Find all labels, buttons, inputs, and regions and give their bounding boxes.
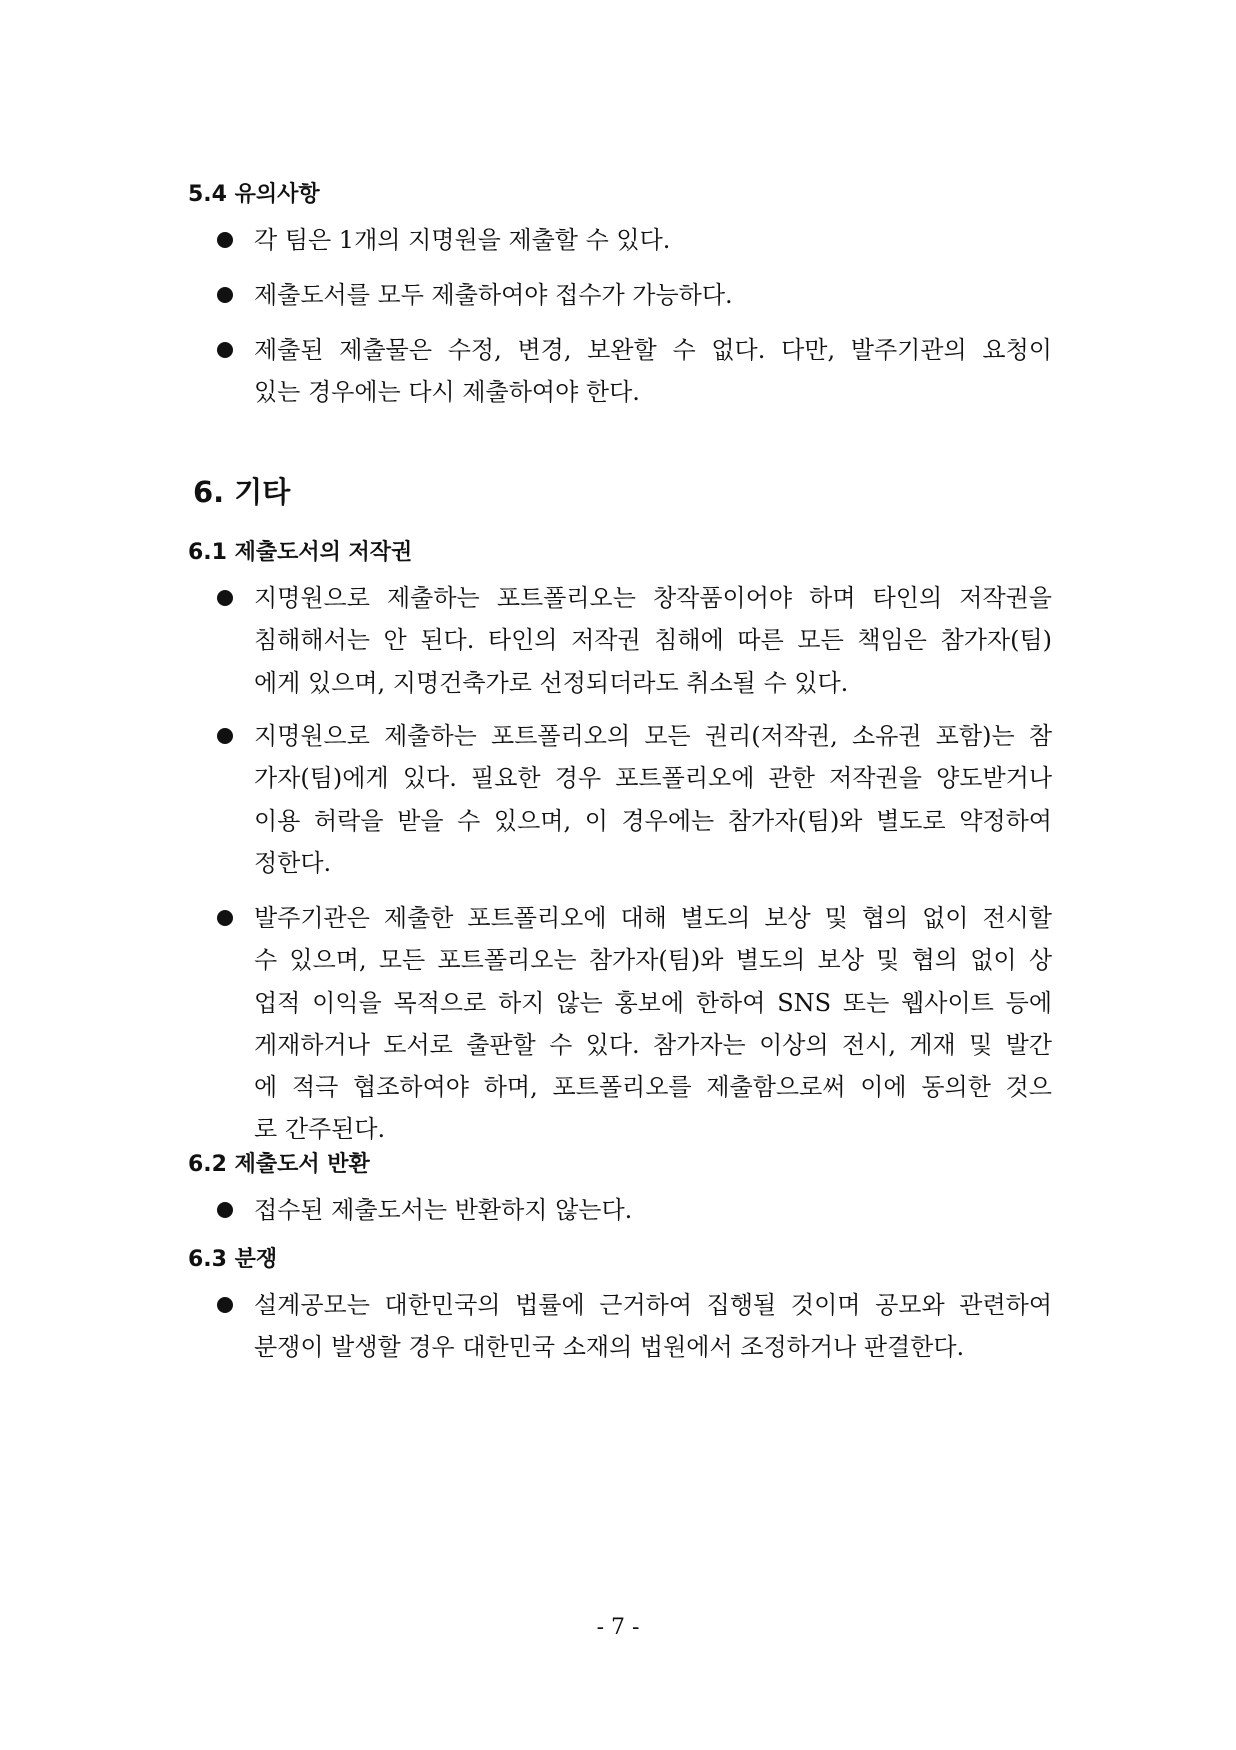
list-item-text [254,1192,1052,1234]
section-6-3-heading: 6.3 분쟁 [188,1247,278,1272]
text-line: 지명원으로 제출하는 포트폴리오의 모든 권리(저작권, 소유권 포함)는 참 [254,722,1052,750]
text-line: 에 적극 협조하여야 하며, 포트폴리오를 제출함으로써 이에 동의한 것으 [254,1073,1052,1102]
section-5-4-heading: 5.4 유의사항 [188,182,320,207]
text-line: 가자(팀)에게 있다. 필요한 경우 포트폴리오에 관한 저작권을 양도받거나 [254,764,1052,793]
text-line: 로 간주된다. [254,1115,386,1144]
text-line: 에게 있으며, 지명건축가로 선정되더라도 취소될 수 있다. [254,668,849,697]
bullet-icon [217,342,233,358]
bullet-icon [217,287,233,303]
list-item-text [254,332,1052,417]
text-line: 수 있으며, 모든 포트폴리오는 참가자(팀)와 별도의 보상 및 협의 없이 상 [254,946,1052,975]
text-line: 지명원으로 제출하는 포트폴리오는 창작품이어야 하며 타인의 저작권을 [254,584,1052,612]
list-item-text [254,1287,1052,1372]
list-item-text [254,222,1052,264]
bullet-icon [217,910,233,926]
text-line: 이용 허락을 받을 수 있으며, 이 경우에는 참가자(팀)와 별도로 약정하여 [254,806,1052,835]
bullet-icon [217,1297,233,1313]
bullet-icon [217,728,233,744]
section-6-heading: 6. 기타 [193,475,291,509]
text-line: 제출된 제출물은 수정, 변경, 보완할 수 없다. 다만, 발주기관의 요청이 [254,336,1052,364]
text-line: 분쟁이 발생할 경우 대한민국 소재의 법원에서 조정하거나 판결한다. [254,1333,965,1362]
text-line: 제출도서를 모두 제출하여야 접수가 가능하다. [254,281,733,309]
text-line: 발주기관은 제출한 포트폴리오에 대해 별도의 보상 및 협의 없이 전시할 [254,904,1052,932]
section-6-2-heading: 6.2 제출도서 반환 [188,1152,370,1177]
section-6-1-heading: 6.1 제출도서의 저작권 [188,540,413,565]
list-item-text [254,277,1052,319]
bullet-icon [217,590,233,606]
text-line: 침해해서는 안 된다. 타인의 저작권 침해에 따른 모든 책임은 참가자(팀) [254,626,1052,655]
page-number: - 7 - [596,1615,640,1640]
text-line: 업적 이익을 목적으로 하지 않는 홍보에 한하여 SNS 또는 웹사이트 등에 [254,988,1052,1017]
bullet-icon [217,232,233,248]
bullet-icon [217,1202,233,1218]
list-item-text [254,718,1052,887]
list-item-text [254,900,1052,1154]
text-line: 있는 경우에는 다시 제출하여야 한다. [254,378,640,407]
text-line: 설계공모는 대한민국의 법률에 근거하여 집행될 것이며 공모와 관련하여 [254,1291,1052,1319]
text-line: 각 팀은 1개의 지명원을 제출할 수 있다. [254,226,671,254]
text-line: 접수된 제출도서는 반환하지 않는다. [254,1196,633,1224]
list-item-text [254,580,1052,707]
text-line: 정한다. [254,848,332,877]
text-line: 게재하거나 도서로 출판할 수 있다. 참가자는 이상의 전시, 게재 및 발간 [254,1030,1052,1059]
